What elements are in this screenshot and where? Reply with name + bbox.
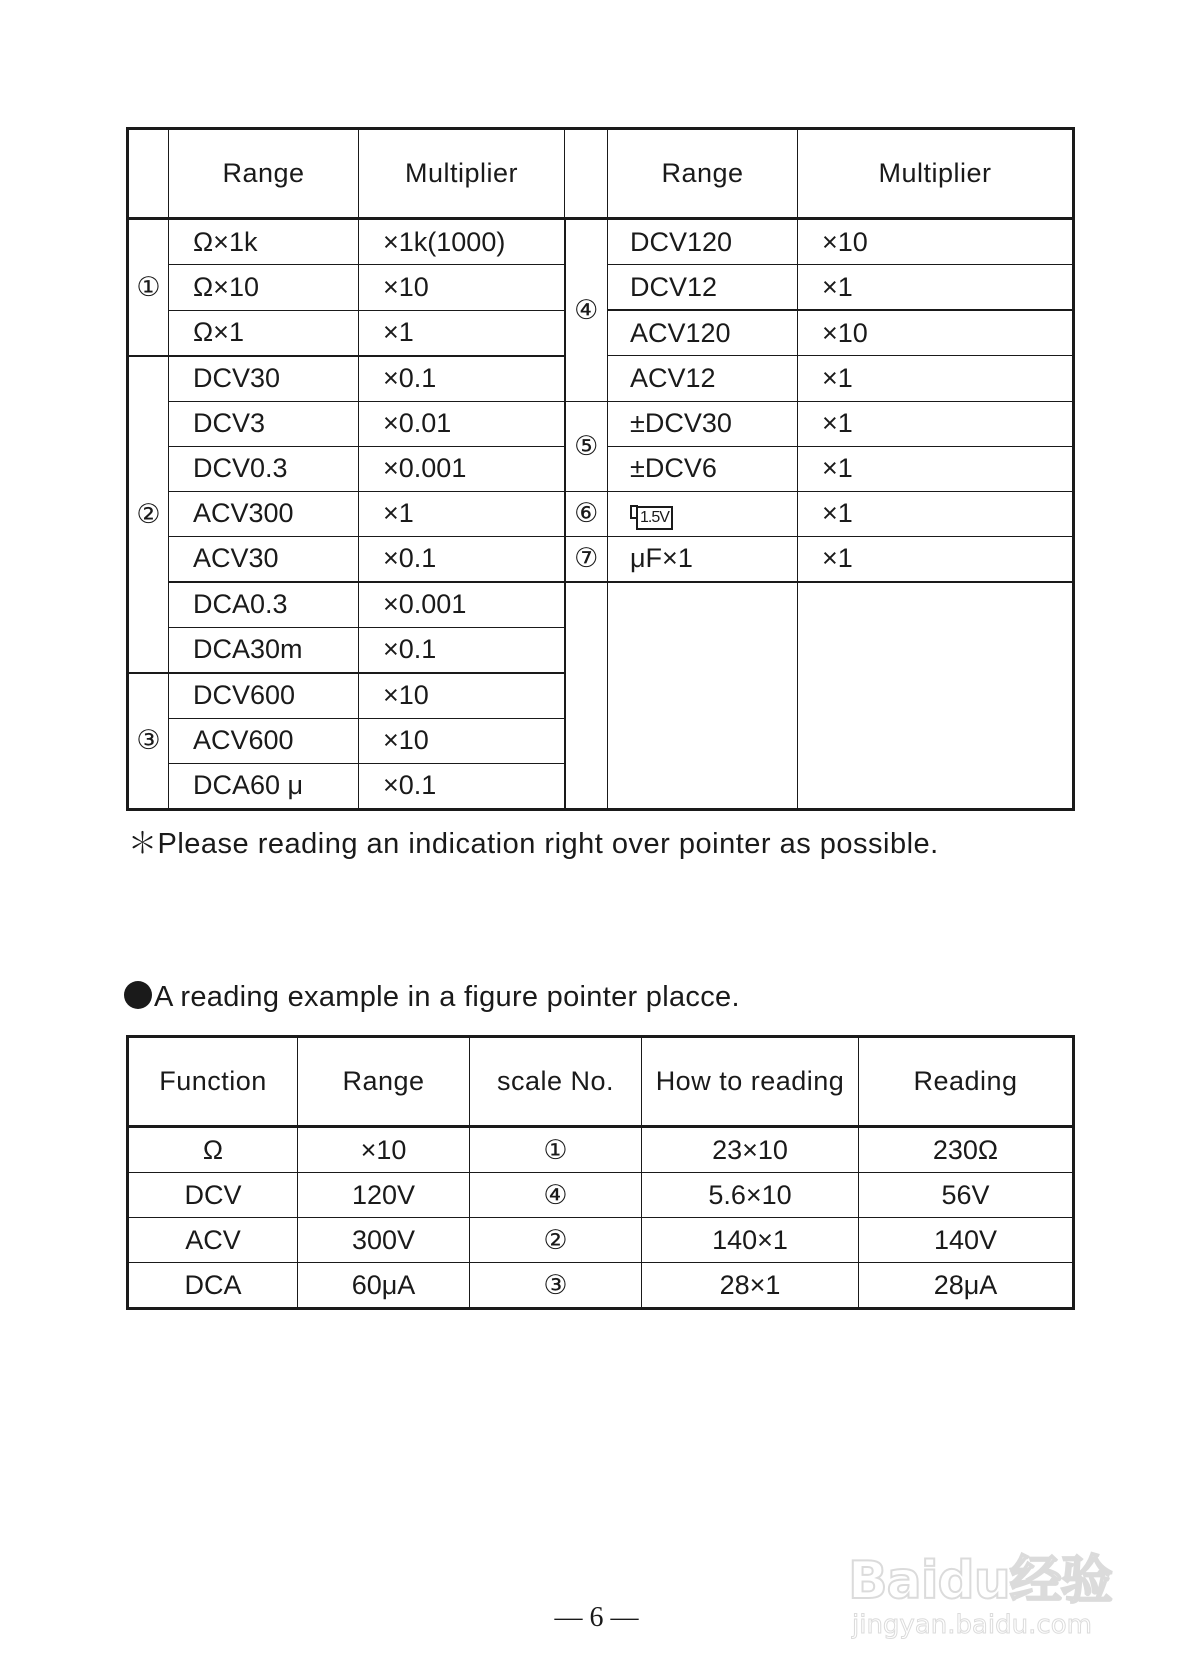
function-cell: Ω xyxy=(128,1127,298,1173)
header-cell: Multiplier xyxy=(798,129,1074,219)
range-cell: ×10 xyxy=(298,1127,470,1173)
range-cell: DCV12 xyxy=(608,265,798,311)
multiplier-cell: ×0.01 xyxy=(359,401,565,446)
multiplier-cell: ×1k(1000) xyxy=(359,219,565,265)
scale-number-cell: ③ xyxy=(470,1263,642,1309)
range-cell: Ω×10 xyxy=(169,265,359,311)
multiplier-cell: ×1 xyxy=(359,491,565,536)
multiplier-cell: ×10 xyxy=(359,673,565,719)
multiplier-cell: ×0.1 xyxy=(359,763,565,809)
scale-group-label: ⑦ xyxy=(565,536,608,582)
reading-cell: 56V xyxy=(859,1173,1074,1218)
example-heading-text: A reading example in a figure pointer placce. xyxy=(154,981,740,1013)
table-row xyxy=(128,491,1074,536)
range-cell: Ω×1 xyxy=(169,310,359,356)
range-cell: Ω×1k xyxy=(169,219,359,265)
page-number: — 6 — xyxy=(554,1602,639,1633)
table-row xyxy=(128,582,1074,628)
range-cell: DCV120 xyxy=(608,219,798,265)
header-cell: Range xyxy=(298,1037,470,1127)
header-cell xyxy=(565,129,608,219)
battery-icon: 1.5V xyxy=(630,498,673,530)
multiplier-cell: ×0.1 xyxy=(359,356,565,402)
range-cell: DCA0.3 xyxy=(169,582,359,628)
range-cell: ACV120 xyxy=(608,310,798,356)
function-cell: DCV xyxy=(128,1173,298,1218)
reading-note: ＊Please reading an indication right over pointer as possible. xyxy=(128,828,939,860)
how-to-read-cell: 28×1 xyxy=(642,1263,859,1309)
header-cell xyxy=(128,129,169,219)
empty-cell xyxy=(798,582,1074,810)
how-to-read-cell: 23×10 xyxy=(642,1127,859,1173)
range-cell: ACV30 xyxy=(169,536,359,582)
header-cell: How to reading xyxy=(642,1037,859,1127)
table-header-row xyxy=(128,1037,1074,1127)
header-cell: Range xyxy=(608,129,798,219)
scale-group-label: ③ xyxy=(128,673,169,810)
range-multiplier-table xyxy=(126,127,1075,811)
example-heading xyxy=(124,981,740,1014)
how-to-read-cell: 5.6×10 xyxy=(642,1173,859,1218)
reading-cell: 28μA xyxy=(859,1263,1074,1309)
multiplier-cell: ×0.001 xyxy=(359,582,565,628)
multiplier-cell: ×1 xyxy=(798,401,1074,446)
range-cell: 60μA xyxy=(298,1263,470,1309)
header-cell: Range xyxy=(169,129,359,219)
scale-number-cell: ④ xyxy=(470,1173,642,1218)
function-cell: ACV xyxy=(128,1218,298,1263)
reading-cell: 140V xyxy=(859,1218,1074,1263)
scale-group-label: ① xyxy=(128,219,169,356)
multiplier-cell: ×1 xyxy=(798,491,1074,536)
multiplier-cell: ×1 xyxy=(798,446,1074,491)
range-cell: 300V xyxy=(298,1218,470,1263)
multiplier-cell: ×10 xyxy=(359,718,565,763)
scale-group-label: ④ xyxy=(565,219,608,402)
table-row xyxy=(128,1173,1074,1218)
header-cell: Reading xyxy=(859,1037,1074,1127)
header-cell: scale No. xyxy=(470,1037,642,1127)
multiplier-cell: ×10 xyxy=(359,265,565,311)
multiplier-cell: ×1 xyxy=(798,265,1074,311)
multiplier-cell: ×10 xyxy=(798,219,1074,265)
range-cell: DCV0.3 xyxy=(169,446,359,491)
multiplier-cell: ×1 xyxy=(798,356,1074,402)
reading-cell: 230Ω xyxy=(859,1127,1074,1173)
watermark-logo-text: Baidu经验 xyxy=(848,1551,1112,1611)
range-cell: DCV30 xyxy=(169,356,359,402)
reading-example-table xyxy=(126,1035,1075,1310)
scale-group-label: ② xyxy=(128,356,169,673)
function-cell: DCA xyxy=(128,1263,298,1309)
scale-number-cell: ② xyxy=(470,1218,642,1263)
multiplier-cell: ×1 xyxy=(359,310,565,356)
range-cell: DCA60 μ xyxy=(169,763,359,809)
multiplier-cell: ×0.1 xyxy=(359,536,565,582)
range-cell: DCV3 xyxy=(169,401,359,446)
empty-cell xyxy=(608,582,798,810)
watermark-url: jingyan.baidu.com xyxy=(852,1610,1092,1640)
range-cell xyxy=(608,491,798,536)
table-row xyxy=(128,1127,1074,1173)
header-cell: Multiplier xyxy=(359,129,565,219)
bullet-icon xyxy=(124,981,152,1009)
range-cell: ACV600 xyxy=(169,718,359,763)
multiplier-cell: ×0.1 xyxy=(359,627,565,673)
range-cell: ±DCV30 xyxy=(608,401,798,446)
range-cell: DCA30m xyxy=(169,627,359,673)
table-row xyxy=(128,401,1074,446)
range-cell: DCV600 xyxy=(169,673,359,719)
scale-group-label: ⑤ xyxy=(565,401,608,491)
multiplier-cell: ×10 xyxy=(798,310,1074,356)
empty-cell xyxy=(565,582,608,810)
table-row xyxy=(128,219,1074,265)
multiplier-cell: ×0.001 xyxy=(359,446,565,491)
multiplier-cell: ×1 xyxy=(798,536,1074,582)
range-cell: 120V xyxy=(298,1173,470,1218)
table-row xyxy=(128,1218,1074,1263)
table-header-row xyxy=(128,129,1074,219)
table-row xyxy=(128,1263,1074,1309)
range-cell: ACV12 xyxy=(608,356,798,402)
range-cell: ±DCV6 xyxy=(608,446,798,491)
scale-group-label: ⑥ xyxy=(565,491,608,536)
how-to-read-cell: 140×1 xyxy=(642,1218,859,1263)
range-cell: μF×1 xyxy=(608,536,798,582)
scale-number-cell: ① xyxy=(470,1127,642,1173)
header-cell: Function xyxy=(128,1037,298,1127)
table-row xyxy=(128,536,1074,582)
range-cell: ACV300 xyxy=(169,491,359,536)
